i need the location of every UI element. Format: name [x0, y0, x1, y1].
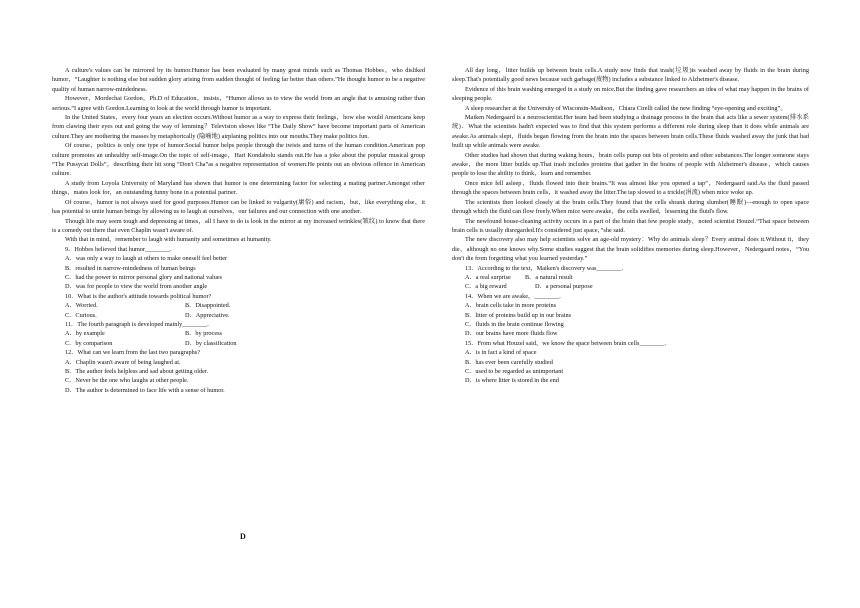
question-13-option-d: D．a personal purpose	[535, 283, 593, 291]
question-11-option-d: D．by classification	[185, 339, 237, 347]
question-10-option-c: C．Curious.	[65, 311, 97, 319]
question-14-option-c: C．fluids in the brain continue flowing	[465, 320, 564, 328]
passage-paragraph: However，Mordechai Gordon，Ph.D of Education，insists，“Humor allows us to view the world from an angle that is amusing rather than serious.”I agree with Gordon.Learning to look at the world through humor is important.	[52, 95, 425, 112]
question-10-stem: 10．What is the author's attitude towards political humor?	[65, 292, 212, 300]
passage-paragraph: Evidence of this brain washing emerged in a study on mice.But the finding gave researchers an idea of what may happen in the brains of sleeping people.	[452, 85, 809, 103]
passage-paragraph: Maiken Nedergaard is a neuroscientist.Her team had been studying a drainage process in the brain that acts like a sewer system(排水系统)．What the scientists hadn't expected was to find that this system performs a different role during sleep than it does while animals are awake.As animals slept，fluids began flowing from the brain into the spaces between brain cells.These fluids washed away the junk that had built up while animals were awake.	[452, 114, 809, 150]
question-10-option-a: A．Worried.	[65, 302, 98, 310]
question-11-option-b: B．by process	[185, 330, 222, 338]
passage-paragraph: With that in mind，remember to laugh with humanity and sometimes at humanity.	[65, 236, 272, 244]
question-9-option-c: C．had the power to mirror personal glory and national values	[65, 273, 223, 281]
question-9-option-b: B．resulted in narrow-mindedness of human beings	[65, 264, 196, 272]
passage-paragraph: A study from Loyola University of Maryland has shown that humor is one determining factor for selecting a mating partner.Amongst other things，mates look for，an outstanding funny bone in a potential partner.	[52, 179, 425, 197]
question-12-option-d: D．The author is determined to face life with a sense of humor.	[65, 386, 225, 394]
passage-paragraph: The scientists then looked closely at the brain cells.They found that the cells shrank during slumber(睡眠)—enough to open space through which the fluid can flow freely.When mice were awake，the cells swelled，lessening the fluid's flow.	[452, 198, 809, 216]
question-11-options-row	[52, 339, 425, 348]
question-13-options-row	[452, 273, 809, 282]
question-11-stem: 11．The fourth paragraph is developed mainly________.	[65, 320, 209, 328]
question-14-option-d: D．our brains have more fluids flow	[465, 330, 558, 338]
passage-paragraph: The newfound house-cleaning activity occurs in a part of the brain that few people study，noted scientist Houzel.“That space between brain cells is usually disregarded.It's considered just space，”she said.	[452, 217, 809, 234]
question-9-stem: 9．Hobbes believed that humor________.	[65, 245, 172, 253]
passage-paragraph: All day long，litter builds up between brain cells.A study now finds that trash(垃圾)is washed away by fluids in the brain during sleep.That's potentially good news because such garbage(废物) includes a substance linked to Alzheimer's disease.	[452, 67, 809, 84]
passage-paragraph: Other studies had shown that during waking hours，brain cells pump out bits of protein and other substances.The longer someone stays awake，the more litter builds up.That trash includes proteins that gather in the brains of people with Alzheimer's disease，which causes people to lose the ability to think，learn and remember.	[452, 151, 809, 178]
question-11-option-c: C．by comparison	[65, 339, 113, 347]
question-15-option-c: C．used to be regarded as unimportant	[465, 368, 564, 375]
question-13-option-b: B．a natural result	[525, 273, 573, 281]
question-9-option-d: D．was for people to view the world from another angle	[65, 283, 208, 291]
question-10-option-b: B．Disappointed.	[185, 302, 231, 310]
question-10-options-row	[52, 301, 425, 310]
passage-paragraph: A sleep researcher at the University of Wisconsin-Madison，Chiara Cirelli called the new finding “eye-opening and exciting”。	[465, 104, 787, 112]
section-letter: D	[240, 532, 246, 541]
question-14-stem: 14．When we are awake，________.	[465, 292, 561, 300]
passage-paragraph: Though life may seem tough and depressing at times，all I have to do is look in the mirror at my increased wrinkles(皱纹) to know that there is a comedy out there that even Chaplin wasn't aware of.	[52, 217, 425, 234]
question-11-option-a: A．by example	[65, 330, 105, 338]
question-11-options-row	[52, 329, 425, 338]
right-column	[452, 66, 809, 386]
passage-paragraph: Once mice fell asleep，fluids flowed into their brains.“It was almost like you opened a tap”，Nedergaard said.As the fluid passed through the spaces between brain cells，it washed away the litter.The tap slowed to a trickle(涓流) when mice woke up.	[452, 179, 809, 197]
question-14-option-b: B．litter of proteins build up in our brains	[465, 311, 572, 319]
passage-paragraph: Of course，humor is not always used for good purposes.Humor can be linked to vulgarity(庸俗) and racism，but，like everything else，it has potential to unite human beings by allowing us to laugh at ourselves，our failures and our connection with one another.	[52, 198, 425, 216]
left-column	[52, 66, 425, 395]
passage-paragraph: Of course，politics is only one type of humor.Social humor helps people through the twists and turns of the human condition.American pop culture promotes an unhealthy self-image.On the topic of self-image，Hari Kondabolu stands out.He has a joke about the popular musical group “The Pussycat Dolls”，describing their hit song “Don't Cha”as a negative representation of women.He points out an obvious offence in American culture.	[52, 142, 425, 178]
passage-paragraph: The new discovery also may help scientists solve an age-old mystery：Why do animals sleep？Every animal does it.Without it，they die，although no one knows why.Some studies suggest that the brain solidifies memories during sleep.However，Nedergaard notes，“You don't die from forgetting what you learned yesterday.”	[452, 236, 809, 263]
question-12-option-a: A．Chaplin wasn't aware of being laughed at.	[65, 358, 181, 366]
question-10-options-row	[52, 311, 425, 320]
question-13-stem: 13．According to the text，Maiken's discovery was________.	[465, 264, 624, 272]
question-12-option-c: C．Never be the one who laughs at other people.	[65, 377, 189, 385]
question-13-options-row	[452, 282, 809, 291]
question-10-option-d: D．Appreciative.	[185, 311, 230, 319]
question-13-option-c: C．a big reward	[465, 283, 507, 291]
question-15-option-d: D．is where litter is stored in the end	[465, 377, 559, 385]
question-12-option-b: B．The author feels helpless and sad about getting older.	[65, 368, 209, 375]
question-14-option-a: A．brain cells take in more proteins	[465, 302, 557, 310]
question-15-option-b: B．has ever been carefully studied	[465, 358, 553, 366]
question-15-option-a: A．is in fact a kind of space	[465, 349, 537, 357]
passage-paragraph: A culture's values can be mirrored by its humor.Humor has been evaluated by many great minds such as Thomas Hobbes，who disliked humor，“Laughter is nothing else but sudden glory arising from sudden thought of feeling far better than others.”He thought humor to be a negative quality of human narrow-mindedness.	[52, 67, 425, 93]
question-13-option-a: A．a real surprise	[465, 273, 511, 281]
passage-paragraph: In the United States，every four years an election occurs.Without humor as a way to express their feelings，how else would Americans keep from clawing their eyes out and going the way of lemming？Television shows like “The Daily Show” have become important parts of American culture.They are mothering the masses by metaphorically (隐喻地) airplaning politics into our mouths.They make politics fun.	[52, 114, 425, 140]
question-9-option-a: A．was only a way to laugh at others to make oneself feel better	[65, 255, 228, 263]
question-15-stem: 15．From what Houzel said，we know the space between brain cells________.	[465, 339, 666, 347]
question-12-stem: 12．What can we learn from the last two paragraphs?	[65, 349, 201, 357]
